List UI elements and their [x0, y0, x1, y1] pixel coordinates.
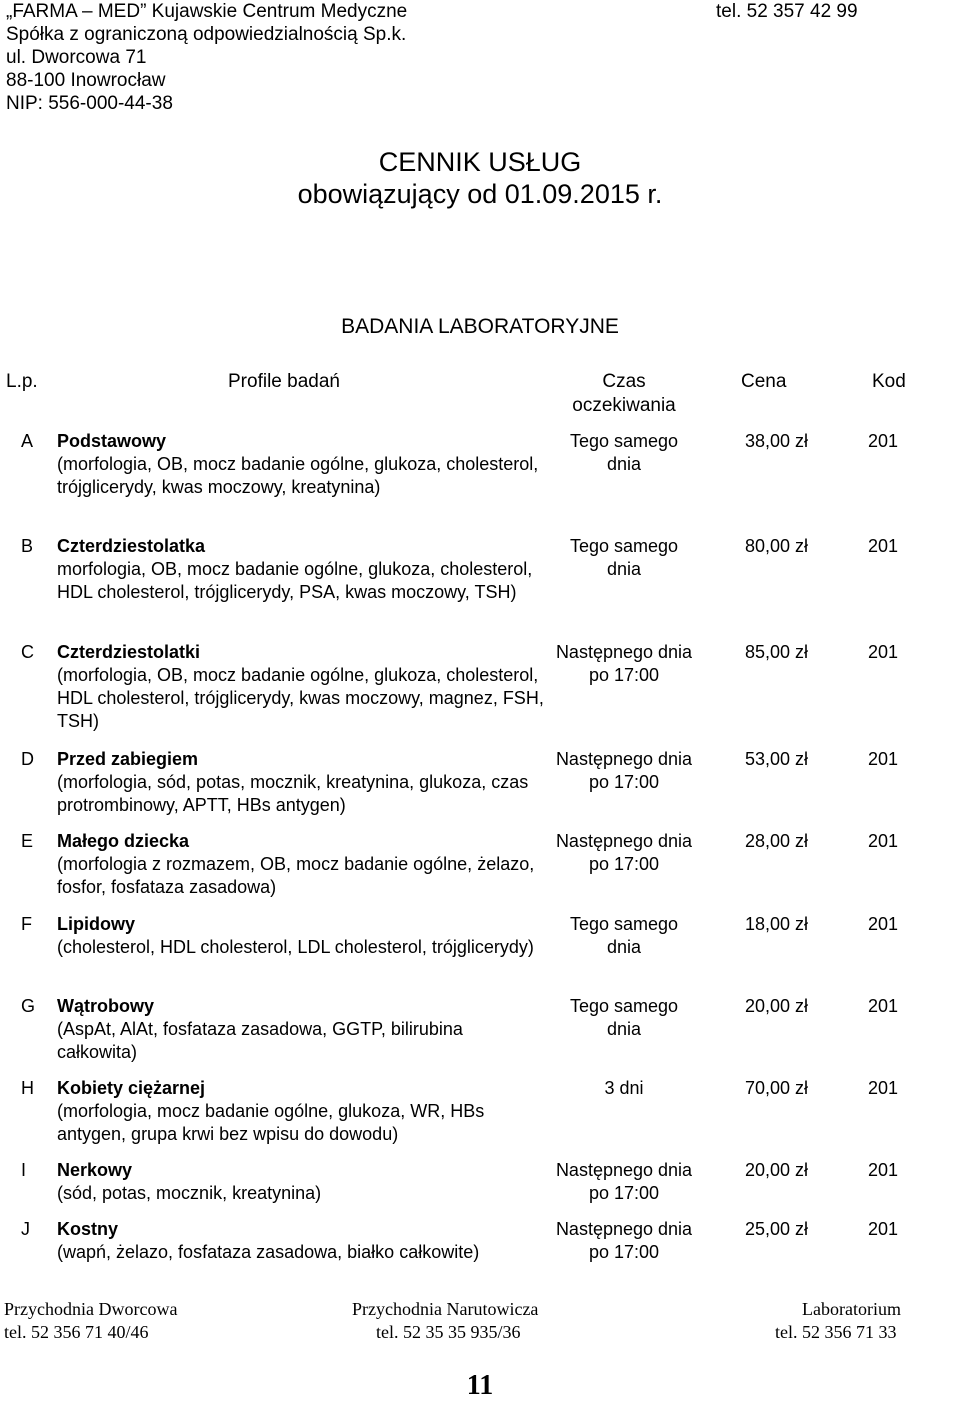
row-letter: F — [21, 914, 32, 934]
profile-description — [57, 748, 547, 817]
company-legal-form: Spółka z ograniczoną odpowiedzialnością Sp.k. — [6, 24, 407, 45]
row-letter: H — [21, 1078, 34, 1098]
profile-description — [57, 430, 547, 499]
code: 201 — [868, 536, 899, 556]
profile-description — [57, 995, 547, 1064]
wait-time-line2: dnia — [606, 1019, 642, 1039]
profile-detail: morfologia, OB, mocz badanie ogólne, glukoza, cholesterol, HDL cholesterol, trójglicerydy, PSA, kwas moczowy, TSH) — [57, 559, 533, 602]
wait-time-line1: Tego samego — [569, 536, 679, 556]
profile-name: Małego dziecka — [57, 831, 190, 851]
profile-name: Lipidowy — [57, 914, 135, 934]
profile-detail: (sód, potas, mocznik, kreatynina) — [57, 1183, 322, 1203]
profile-name: Kobiety ciężarnej — [57, 1078, 206, 1098]
footer-clinic1-name: Przychodnia Dworcowa — [4, 1299, 178, 1319]
column-header-code: Kod — [872, 371, 906, 392]
company-name: „FARMA – MED” Kujawskie Centrum Medyczne — [6, 1, 408, 22]
wait-time-line1: Tego samego — [569, 996, 679, 1016]
column-header-time-line2: oczekiwania — [572, 395, 676, 416]
row-letter: D — [21, 749, 34, 769]
profile-description — [57, 535, 547, 604]
column-header-profile: Profile badań — [228, 371, 340, 392]
company-nip: NIP: 556-000-44-38 — [6, 93, 173, 114]
wait-time-line2: po 17:00 — [588, 1183, 660, 1203]
wait-time-line1: Następnego dnia — [555, 1160, 693, 1180]
profile-description — [57, 1077, 547, 1146]
footer-clinic2-phone: tel. 52 35 35 935/36 — [376, 1322, 521, 1342]
wait-time — [536, 995, 712, 1041]
price: 70,00 zł — [744, 1078, 808, 1098]
wait-time-line2: po 17:00 — [588, 854, 660, 874]
code: 201 — [868, 749, 899, 769]
wait-time — [536, 641, 712, 687]
wait-time-line2: po 17:00 — [588, 665, 660, 685]
profile-detail: (morfologia, sód, potas, mocznik, kreatynina, glukoza, czas protrombinowy, APTT, HBs antygen) — [57, 772, 529, 815]
footer-lab-name: Laboratorium — [802, 1299, 901, 1319]
wait-time — [536, 1077, 712, 1100]
profile-description — [57, 641, 547, 733]
profile-detail: (morfologia z rozmazem, OB, mocz badanie ogólne, żelazo, fosfor, fosfataza zasadowa) — [57, 854, 535, 897]
row-letter: B — [21, 536, 34, 556]
profile-description — [57, 1218, 547, 1264]
column-header-lp: L.p. — [6, 371, 38, 392]
page-number: 11 — [466, 1370, 494, 1401]
profile-name: Podstawowy — [57, 431, 167, 451]
section-title: BADANIA LABORATORYJNE — [341, 315, 619, 338]
price: 18,00 zł — [744, 914, 808, 934]
code: 201 — [868, 642, 899, 662]
footer-clinic1-phone: tel. 52 356 71 40/46 — [4, 1322, 149, 1342]
code: 201 — [868, 831, 899, 851]
profile-name: Nerkowy — [57, 1160, 133, 1180]
column-header-time — [536, 370, 712, 418]
profile-detail: (AspAt, AlAt, fosfataza zasadowa, GGTP, bilirubina całkowita) — [57, 1019, 463, 1062]
profile-description — [57, 1159, 547, 1205]
wait-time — [536, 1218, 712, 1264]
wait-time-line2: dnia — [606, 559, 642, 579]
profile-description — [57, 830, 547, 899]
wait-time-line2: po 17:00 — [588, 772, 660, 792]
page-subtitle: obowiązujący od 01.09.2015 r. — [297, 179, 663, 209]
wait-time — [536, 748, 712, 794]
wait-time-line1: Następnego dnia — [555, 642, 693, 662]
wait-time — [536, 913, 712, 959]
wait-time — [536, 830, 712, 876]
company-street: ul. Dworcowa 71 — [6, 47, 147, 68]
code: 201 — [868, 914, 899, 934]
code: 201 — [868, 431, 899, 451]
code: 201 — [868, 1078, 899, 1098]
profile-detail: (morfologia, OB, mocz badanie ogólne, glukoza, cholesterol, trójglicerydy, kwas moczowy, kreatynina) — [57, 454, 539, 497]
wait-time-line1: 3 dni — [604, 1078, 644, 1098]
profile-name: Przed zabiegiem — [57, 749, 199, 769]
wait-time-line1: Tego samego — [569, 914, 679, 934]
wait-time — [536, 430, 712, 476]
company-city: 88-100 Inowrocław — [6, 70, 166, 91]
wait-time-line2: po 17:00 — [588, 1242, 660, 1262]
code: 201 — [868, 1160, 899, 1180]
price: 38,00 zł — [744, 431, 808, 451]
wait-time-line2: dnia — [606, 937, 642, 957]
company-phone: tel. 52 357 42 99 — [716, 1, 858, 22]
wait-time-line1: Następnego dnia — [555, 831, 693, 851]
profile-detail: (morfologia, mocz badanie ogólne, glukoza, WR, HBs antygen, grupa krwi bez wpisu do dowodu) — [57, 1101, 485, 1144]
profile-detail: (morfologia, OB, mocz badanie ogólne, glukoza, cholesterol, HDL cholesterol, trójglicerydy, kwas moczowy, magnez, FSH, TSH) — [57, 665, 544, 731]
profile-name: Wątrobowy — [57, 996, 154, 1016]
price: 25,00 zł — [744, 1219, 808, 1239]
price: 85,00 zł — [744, 642, 808, 662]
row-letter: A — [21, 431, 34, 451]
profile-detail: (wapń, żelazo, fosfataza zasadowa, białko całkowite) — [57, 1242, 480, 1262]
column-header-time-line1: Czas — [602, 371, 646, 392]
code: 201 — [868, 1219, 899, 1239]
price: 20,00 zł — [744, 996, 808, 1016]
row-letter: I — [21, 1160, 27, 1180]
wait-time-line1: Tego samego — [569, 431, 679, 451]
footer-clinic2-name: Przychodnia Narutowicza — [352, 1299, 539, 1319]
price: 53,00 zł — [744, 749, 808, 769]
wait-time — [536, 1159, 712, 1205]
row-letter: C — [21, 642, 34, 662]
wait-time-line2: dnia — [606, 454, 642, 474]
wait-time-line1: Następnego dnia — [555, 1219, 693, 1239]
wait-time — [536, 535, 712, 581]
wait-time-line1: Następnego dnia — [555, 749, 693, 769]
column-header-price: Cena — [741, 371, 787, 392]
row-letter: J — [21, 1219, 30, 1239]
profile-description — [57, 913, 547, 959]
profile-name: Kostny — [57, 1219, 119, 1239]
price: 28,00 zł — [744, 831, 808, 851]
footer-lab-phone: tel. 52 356 71 33 — [775, 1322, 897, 1342]
price: 80,00 zł — [744, 536, 808, 556]
row-letter: E — [21, 831, 34, 851]
profile-name: Czterdziestolatka — [57, 536, 206, 556]
code: 201 — [868, 996, 899, 1016]
profile-detail: (cholesterol, HDL cholesterol, LDL cholesterol, trójglicerydy) — [57, 937, 534, 957]
page-title: CENNIK USŁUG — [378, 147, 582, 177]
row-letter: G — [21, 996, 36, 1016]
price: 20,00 zł — [744, 1160, 808, 1180]
profile-name: Czterdziestolatki — [57, 642, 201, 662]
